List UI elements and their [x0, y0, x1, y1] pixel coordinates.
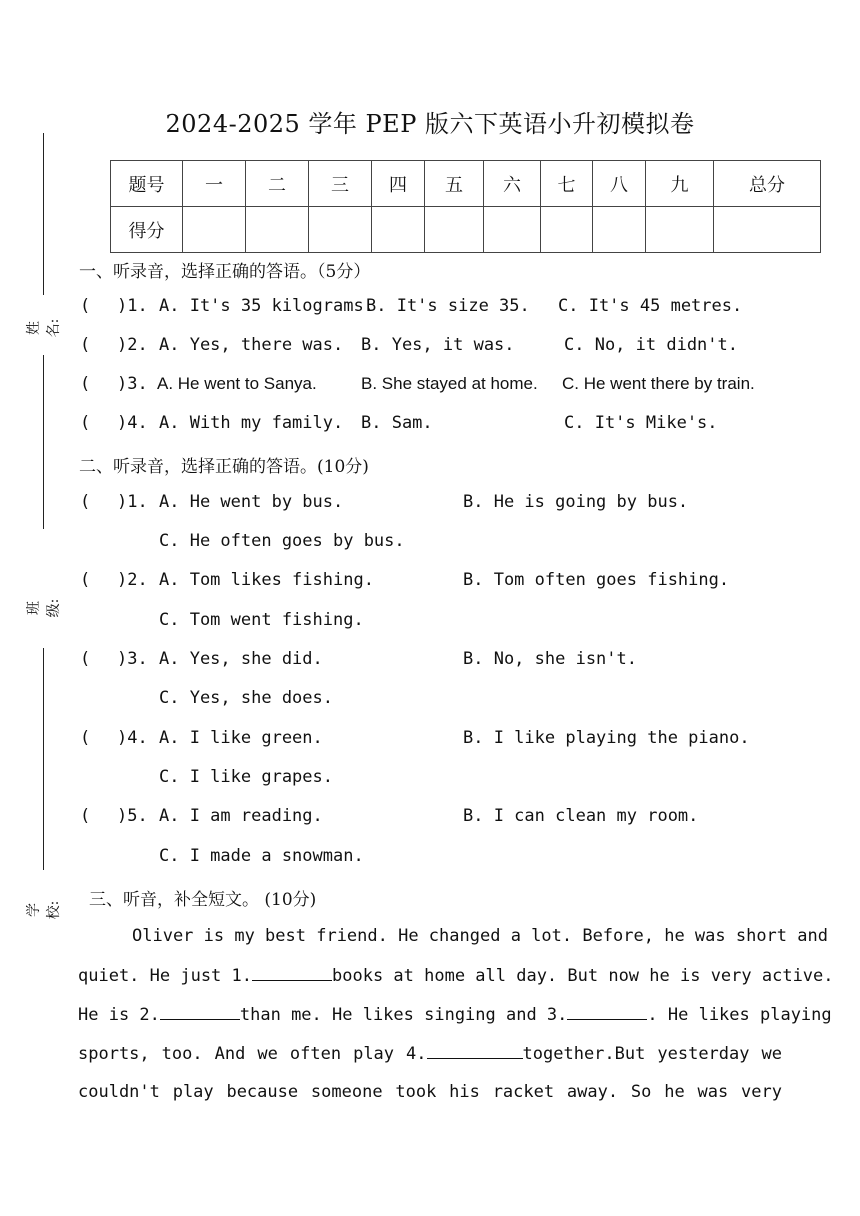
option-c: C. No, it didn't. — [564, 335, 738, 355]
score-input-cell[interactable] — [246, 207, 309, 253]
binding-line-bottom — [43, 648, 44, 870]
score-table-header-row — [111, 161, 821, 207]
answer-paren[interactable]: ( — [80, 570, 91, 590]
option-b: B. No, she isn't. — [463, 649, 637, 669]
option-c: C. He often goes by bus. — [159, 531, 405, 551]
option-c: C. I like grapes. — [159, 767, 333, 787]
blank-2[interactable] — [160, 1004, 240, 1020]
option-a: A. It's 35 kilograms. — [159, 296, 374, 316]
score-input-cell[interactable] — [484, 207, 541, 253]
score-input-cell[interactable] — [714, 207, 821, 253]
passage-line — [78, 1004, 832, 1025]
score-input-cell[interactable] — [541, 207, 593, 253]
binding-line-middle — [43, 355, 44, 529]
score-input-cell[interactable] — [372, 207, 425, 253]
table-cell: 得分 — [111, 207, 183, 253]
option-b: B. I can clean my room. — [463, 806, 699, 826]
blank-4[interactable] — [427, 1043, 523, 1059]
question-number: )3. — [117, 649, 148, 669]
answer-paren[interactable]: ( — [80, 374, 91, 394]
option-c: C. I made a snowman. — [159, 846, 364, 866]
option-a: A. Tom likes fishing. — [159, 570, 374, 590]
option-c: C. It's Mike's. — [564, 413, 718, 433]
passage-text: together.But yesterday we — [522, 1044, 782, 1064]
option-b: B. Tom often goes fishing. — [463, 570, 730, 590]
option-b: B. She stayed at home. — [361, 374, 538, 393]
option-c: C. Yes, she does. — [159, 688, 333, 708]
table-cell: 九 — [646, 161, 714, 207]
answer-paren[interactable]: ( — [80, 728, 91, 748]
score-table — [110, 160, 821, 253]
name-label: 姓名: — [26, 318, 62, 338]
answer-paren[interactable]: ( — [80, 492, 91, 512]
table-cell: 六 — [484, 161, 541, 207]
table-cell: 四 — [372, 161, 425, 207]
table-cell: 五 — [425, 161, 484, 207]
page-title: 2024-2025 学年 PEP 版六下英语小升初模拟卷 — [165, 110, 695, 138]
section-2-heading: 二、听录音，选择正确的答语。(10分) — [79, 457, 369, 477]
option-b: B. He is going by bus. — [463, 492, 689, 512]
table-cell: 二 — [246, 161, 309, 207]
table-cell: 七 — [541, 161, 593, 207]
passage-text: He is 2. — [78, 1005, 160, 1025]
question-number: )1. — [117, 492, 148, 512]
option-b: B. Yes, it was. — [361, 335, 515, 355]
question-number: )2. — [117, 570, 148, 590]
option-a: A. He went by bus. — [159, 492, 344, 512]
answer-paren[interactable]: ( — [80, 335, 91, 355]
score-input-cell[interactable] — [593, 207, 646, 253]
option-b: B. I like playing the piano. — [463, 728, 750, 748]
option-a: A. With my family. — [159, 413, 344, 433]
passage-line: couldn't play because someone took his racket away. So he was very — [78, 1082, 782, 1102]
section-1-heading: 一、听录音，选择正确的答语。（5分） — [79, 262, 371, 282]
question-number: )3. — [117, 374, 148, 394]
option-a: A. I like green. — [159, 728, 323, 748]
option-c: C. He went there by train. — [562, 374, 755, 393]
passage-text: sports, too. And we often play 4. — [78, 1044, 427, 1064]
answer-paren[interactable]: ( — [80, 296, 91, 316]
table-cell: 总分 — [714, 161, 821, 207]
answer-paren[interactable]: ( — [80, 413, 91, 433]
answer-paren[interactable]: ( — [80, 806, 91, 826]
passage-text: quiet. He just 1. — [78, 966, 252, 986]
passage-text: . He likes playing — [647, 1005, 832, 1025]
table-cell: 三 — [309, 161, 372, 207]
passage-line — [78, 1043, 782, 1064]
school-label: 学校: — [26, 900, 62, 920]
passage-line: Oliver is my best friend. He changed a lot. Before, he was short and — [132, 926, 828, 946]
blank-3[interactable] — [567, 1004, 647, 1020]
score-input-cell[interactable] — [309, 207, 372, 253]
question-number: )1. — [117, 296, 148, 316]
score-input-cell[interactable] — [425, 207, 484, 253]
passage-text: books at home all day. But now he is very active. — [332, 966, 834, 986]
table-cell: 八 — [593, 161, 646, 207]
class-label: 班级: — [26, 598, 62, 618]
question-number: )4. — [117, 413, 148, 433]
question-number: )2. — [117, 335, 148, 355]
question-number: )5. — [117, 806, 148, 826]
option-a: A. I am reading. — [159, 806, 323, 826]
answer-paren[interactable]: ( — [80, 649, 91, 669]
section-3-heading: 三、听音，补全短文。 (10分) — [89, 890, 317, 910]
score-input-cell[interactable] — [183, 207, 246, 253]
option-b: B. It's size 35. — [366, 296, 530, 316]
option-a: A. He went to Sanya. — [157, 374, 317, 393]
score-input-cell[interactable] — [646, 207, 714, 253]
option-c: C. Tom went fishing. — [159, 610, 364, 630]
question-number: )4. — [117, 728, 148, 748]
passage-line — [78, 965, 834, 986]
option-b: B. Sam. — [361, 413, 433, 433]
option-c: C. It's 45 metres. — [558, 296, 743, 316]
option-a: A. Yes, there was. — [159, 335, 344, 355]
score-table-score-row — [111, 207, 821, 253]
option-a: A. Yes, she did. — [159, 649, 323, 669]
passage-text: than me. He likes singing and 3. — [239, 1005, 568, 1025]
binding-line-top — [43, 133, 44, 295]
table-cell: 一 — [183, 161, 246, 207]
blank-1[interactable] — [252, 965, 332, 981]
table-cell: 题号 — [111, 161, 183, 207]
